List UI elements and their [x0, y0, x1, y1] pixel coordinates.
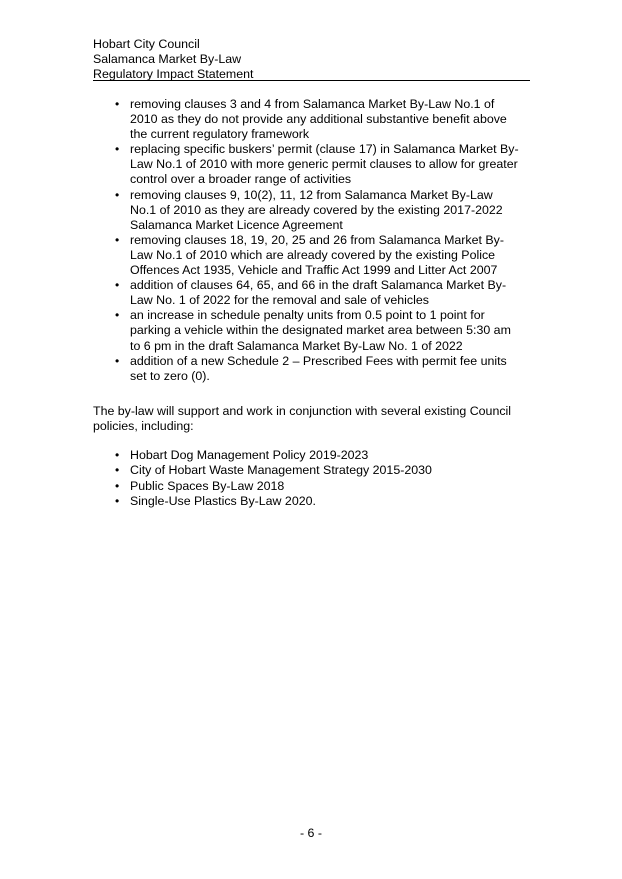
policies-intro-paragraph [93, 404, 533, 434]
list-item-line: addition of a new Schedule 2 – Prescribed Fees with permit fee units [130, 353, 507, 368]
list-item-line: No.1 of 2010 as they are already covered by the existing 2017-2022 [130, 202, 503, 217]
list-item-text: Single-Use Plastics By-Law 2020. [130, 493, 316, 508]
list-item-line: 2010 as they do not provide any additional substantive benefit above [130, 112, 507, 127]
page-number: - 6 - [299, 826, 323, 840]
bullet-icon: • [115, 478, 120, 493]
list-item-line: Salamanca Market Licence Agreement [130, 217, 343, 232]
bullet-icon: • [115, 142, 120, 157]
bullet-icon: • [115, 353, 120, 368]
paragraph-line: policies, including: [93, 419, 194, 434]
list-item-line: an increase in schedule penalty units from 0.5 point to 1 point for [130, 308, 485, 323]
list-item-text: Public Spaces By-Law 2018 [130, 478, 285, 493]
list-item [93, 463, 533, 478]
policies-bullet-list [93, 448, 533, 509]
list-item-line: parking a vehicle within the designated market area between 5:30 am [130, 323, 511, 338]
list-item-text: Hobart Dog Management Policy 2019-2023 [130, 448, 369, 462]
bullet-icon: • [115, 232, 120, 247]
bullet-icon: • [115, 463, 120, 478]
bullet-icon: • [115, 448, 120, 462]
list-item-line: Law No. 1 of 2022 for the removal and sale of vehicles [130, 293, 429, 308]
bullet-icon: • [115, 308, 120, 323]
list-item-line: to 6 pm in the draft Salamanca Market By-Law No. 1 of 2022 [130, 338, 463, 353]
changes-bullet-list [93, 97, 533, 384]
list-item-line: control over a broader range of activities [130, 172, 352, 187]
list-item-line: Law No.1 of 2010 which are already covered by the existing Police [130, 247, 496, 262]
header-document-title: Salamanca Market By-Law [93, 51, 242, 66]
list-item [93, 142, 533, 187]
bullet-icon: • [115, 278, 120, 293]
list-item [93, 97, 533, 142]
list-item-line: removing clauses 9, 10(2), 11, 12 from Salamanca Market By-Law [130, 187, 493, 202]
list-item [93, 494, 533, 509]
list-item [93, 448, 533, 463]
list-item [93, 188, 533, 233]
header-document-subtitle: Regulatory Impact Statement [93, 66, 254, 81]
paragraph-line: The by-law will support and work in conjunction with several existing Council [93, 404, 512, 418]
bullet-icon: • [115, 187, 120, 202]
list-item-text: City of Hobart Waste Management Strategy 2015-2030 [130, 463, 432, 478]
list-item-line: the current regulatory framework [130, 127, 310, 142]
list-item [93, 233, 533, 278]
bullet-icon: • [115, 97, 120, 111]
bullet-icon: • [115, 493, 120, 508]
list-item-line: removing clauses 3 and 4 from Salamanca Market By-Law No.1 of [130, 97, 495, 111]
header-organisation: Hobart City Council [93, 37, 200, 51]
list-item-line: Law No.1 of 2010 with more generic permit clauses to allow for greater [130, 157, 518, 172]
list-item [93, 354, 533, 384]
list-item [93, 479, 533, 494]
list-item-line: set to zero (0). [130, 368, 210, 383]
header-divider [93, 80, 530, 81]
list-item-line: removing clauses 18, 19, 20, 25 and 26 from Salamanca Market By- [130, 232, 504, 247]
list-item [93, 278, 533, 308]
page-header [93, 37, 530, 81]
list-item [93, 308, 533, 353]
list-item-line: replacing specific buskers’ permit (clause 17) in Salamanca Market By- [130, 142, 519, 157]
list-item-line: addition of clauses 64, 65, and 66 in the draft Salamanca Market By- [130, 278, 507, 293]
list-item-line: Offences Act 1935, Vehicle and Traffic Act 1999 and Litter Act 2007 [130, 263, 498, 278]
